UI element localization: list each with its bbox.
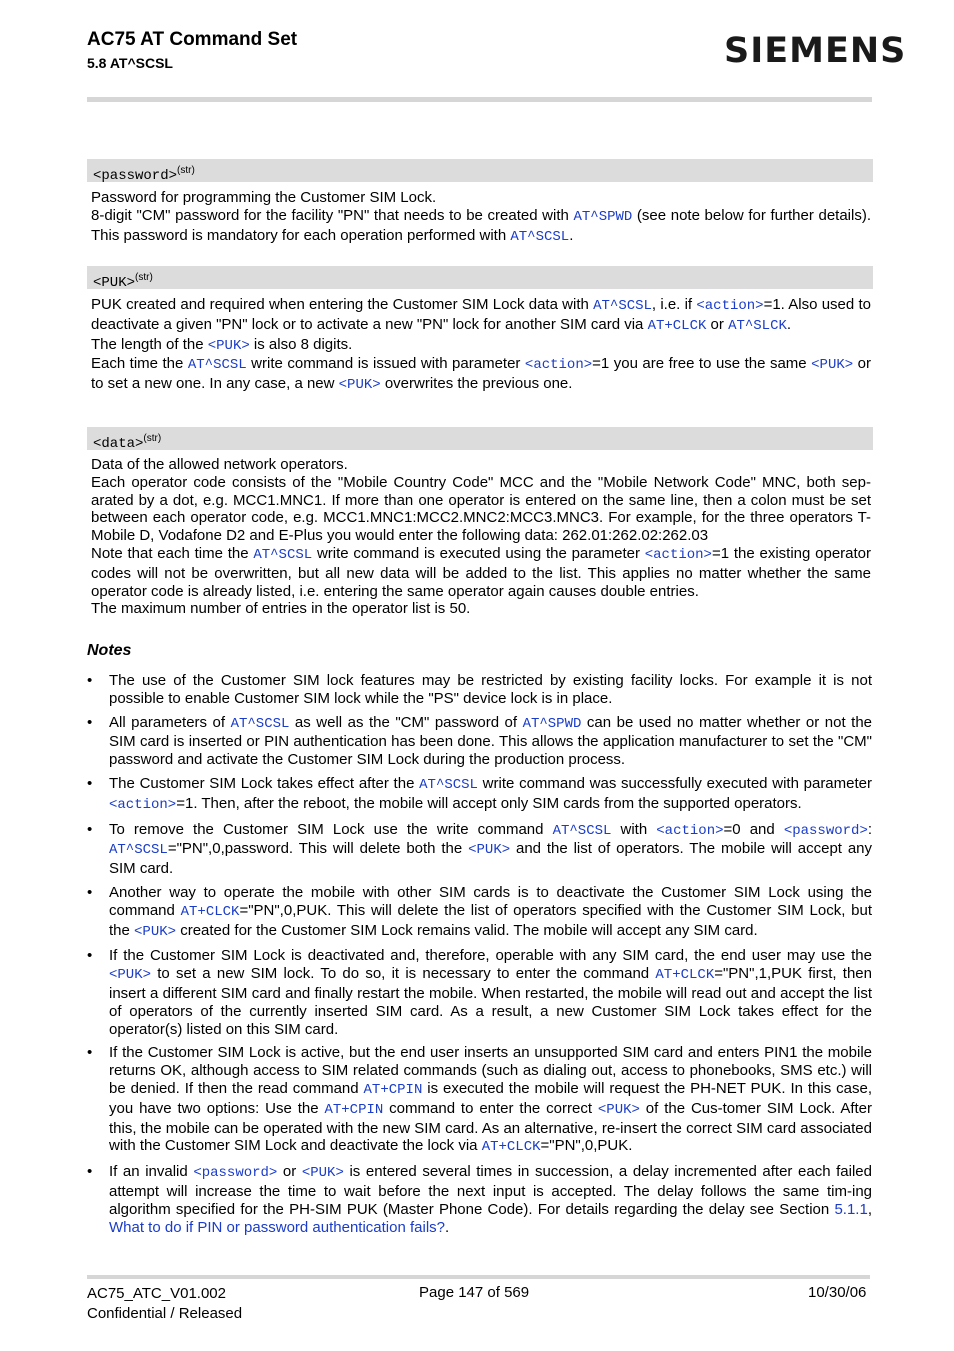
- command-link[interactable]: <action>: [656, 822, 724, 839]
- footer-date: 10/30/06: [808, 1284, 867, 1301]
- text-run: The length of the: [91, 335, 208, 353]
- command-link[interactable]: AT+CPIN: [363, 1081, 423, 1098]
- command-link[interactable]: <PUK>: [338, 377, 381, 394]
- text-run: , i.e. if: [651, 296, 697, 313]
- text-run: All parameters of: [109, 713, 231, 731]
- bullet-icon: •: [87, 1163, 93, 1181]
- text-run: can be used no matter whether or not the SIM card is inserted or PIN authentication has been done. This allows the application manufacturer to set the "CM" password and activate the Customer SIM Lock during the production process.: [109, 713, 873, 769]
- text-run: The Customer SIM Lock takes effect after the: [109, 774, 420, 792]
- document-title: AC75 AT Command Set: [87, 29, 298, 50]
- footer-left: [87, 1284, 242, 1324]
- command-link[interactable]: AT^SCSL: [419, 776, 478, 793]
- text-run: PUK created and required when entering the Customer SIM Lock data with: [91, 296, 594, 313]
- text-run: ="PN",0,PUK. This will delete the list of operators specified with the Customer SIM Lock, but the: [109, 901, 872, 939]
- text-run: of the Cus-tomer SIM Lock. After this, the mobile can be operated with the new SIM card. As an alternative, re-insert the correct SIM card associated with the Customer SIM Lock and deactivate the lock via: [109, 1099, 872, 1155]
- note-item: [87, 714, 872, 769]
- text-run: to set a new SIM lock. To do so, it is necessary to enter the command: [151, 965, 656, 983]
- text-run: is entered several times in succession, a delay incremented after each failed attempt will increase the time to wait before the next input is accepted. The delay follows the same tim-ing algorithm specified for the PH-SIM PUK (Master Phone Code). For details regarding the delay see Section: [109, 1163, 872, 1218]
- text-run: Note that each time the: [91, 544, 254, 562]
- command-link[interactable]: <password>: [783, 822, 868, 839]
- paragraph-line: [91, 545, 871, 600]
- text-run: If the Customer SIM Lock is deactivated and, therefore, operable with any SIM card, the end user may use the: [109, 947, 872, 965]
- text-run: Password for programming the Customer SIM Lock.: [91, 189, 437, 206]
- text-run: ="PN",0,PUK.: [540, 1137, 633, 1155]
- note-item: [87, 947, 872, 1038]
- command-link[interactable]: <PUK>: [597, 1101, 640, 1118]
- notes-list: [87, 672, 872, 1242]
- bullet-icon: •: [87, 672, 93, 689]
- note-item: [87, 672, 872, 708]
- paragraph-line: [91, 600, 871, 618]
- param-header-data: <data>$^{(str)}$: [87, 427, 873, 450]
- command-link[interactable]: <PUK>: [468, 842, 511, 859]
- bullet-icon: •: [87, 1044, 93, 1062]
- text-run: =0 and: [723, 820, 784, 838]
- command-link[interactable]: <PUK>: [207, 337, 250, 354]
- command-link[interactable]: AT+CLCK: [655, 967, 715, 984]
- text-run: write command is executed using the parameter: [312, 544, 645, 562]
- text-run: =1. Then, after the reboot, the mobile will accept only SIM cards from the supported operators.: [176, 794, 802, 812]
- text-run: created for the Customer SIM Lock remains valid. The mobile will accept any SIM card.: [176, 921, 758, 939]
- note-item: [87, 775, 872, 815]
- paragraph-line: [91, 474, 871, 545]
- footer-divider: [87, 1275, 870, 1279]
- param-header-password: <password>$^{(str)}$: [87, 159, 873, 182]
- command-link[interactable]: <password>: [193, 1165, 278, 1182]
- paragraph-line: [91, 355, 871, 395]
- text-run: or to set a new one. In any case, a new: [91, 355, 871, 393]
- command-link[interactable]: AT^SCSL: [552, 822, 612, 839]
- footer-page-number: Page 147 of 569: [419, 1284, 530, 1301]
- text-run: If the Customer SIM Lock is active, but the end user inserts an unsupported SIM card and enters PIN1 the mobile returns OK, although access to SIM related commands (such as dialing out, access to phonebooks, SMS etc.) will be denied. If then the read command: [109, 1044, 872, 1097]
- bullet-icon: •: [87, 713, 93, 731]
- param-desc-puk: [91, 296, 871, 395]
- text-run: is also 8 digits.: [249, 335, 353, 353]
- text-run: 8-digit "CM" password for the facility "PN" that needs to be created with: [91, 206, 574, 224]
- text-run: Data of the allowed network operators.: [91, 456, 348, 473]
- section-link[interactable]: What to do if PIN or password authentication fails?: [109, 1218, 446, 1236]
- text-run: If an invalid: [109, 1163, 194, 1181]
- text-run: :: [867, 820, 873, 838]
- text-run: ="PN",1,PUK first, then insert a different SIM card and finally restart the mobile. When restarted, the mobile will read out and accept the list of operators of the currently inserted SIM card. As a result, a new Customer SIM Lock takes effect for the operator(s) listed on this SIM card.: [109, 965, 872, 1038]
- text-run: .: [786, 315, 792, 333]
- notes-heading: Notes: [87, 642, 132, 659]
- paragraph-line: [91, 456, 871, 474]
- text-run: and the list of operators. The mobile will accept any SIM card.: [109, 840, 873, 878]
- text-run: Each time the: [91, 355, 188, 373]
- siemens-logo: SIEMENS: [724, 31, 907, 71]
- paragraph-line: [91, 207, 871, 247]
- command-link[interactable]: AT^SCSL: [109, 842, 168, 859]
- text-run: or: [277, 1163, 302, 1181]
- paragraph-line: [91, 296, 871, 336]
- section-link[interactable]: 5.1.1: [834, 1200, 868, 1218]
- text-run: Another way to operate the mobile with other SIM cards is to deactivate the Customer SIM Lock using the command: [109, 883, 872, 919]
- text-run: Each operator code consists of the "Mobile Country Code" MCC and the "Mobile Network Code" MNC, both sep-arated by a dot, e.g. MCC1.MNC1. If more than one operator is entered on the same line, then a colon must be set between each operator code, e.g. MCC1.MNC1:MCC2.MNC2:MCC3.MNC3. For example, for the three operators T-Mobile D, Vodafone D2 and E-Plus you would enter the following data: 262.01:262.02:262.03: [91, 473, 871, 545]
- command-link[interactable]: AT^SCSL: [593, 298, 652, 314]
- bullet-icon: •: [87, 947, 93, 965]
- command-link[interactable]: AT^SCSL: [187, 357, 247, 374]
- text-run: =1 the existing operator codes will not be overwritten, but all new data will be added to the list. This applies no matter whether the same operator code is already listed, i.e. entering the same operator again causes double entries.: [91, 544, 872, 600]
- paragraph-line: [91, 189, 871, 207]
- text-run: is executed the mobile will request the PH-NET PUK. In this case, you have two options: Use the: [109, 1079, 872, 1117]
- command-link[interactable]: AT^SPWD: [522, 715, 582, 732]
- command-link[interactable]: AT^SPWD: [573, 208, 633, 225]
- command-link[interactable]: AT^SLCK: [728, 317, 787, 334]
- command-link[interactable]: AT+CLCK: [180, 903, 240, 920]
- text-run: command to enter the correct: [383, 1099, 598, 1117]
- text-run: with: [611, 820, 657, 838]
- command-link[interactable]: <PUK>: [134, 923, 177, 940]
- paragraph-line: [91, 336, 871, 356]
- text-run: The use of the Customer SIM lock features may be restricted by existing facility locks. For example it is not possible to enable Customer SIM lock while the "PS" device lock is in place.: [109, 672, 872, 707]
- text-run: overwrites the previous one.: [380, 375, 573, 393]
- param-desc-password: [91, 189, 871, 246]
- command-link[interactable]: <action>: [109, 796, 177, 813]
- footer-doc-id: AC75_ATC_V01.002: [87, 1285, 226, 1302]
- command-link[interactable]: <action>: [524, 357, 593, 374]
- text-run: (see note below for further details). This password is mandatory for each operation performed with: [91, 206, 871, 244]
- command-link[interactable]: AT+CPIN: [324, 1101, 384, 1118]
- command-link[interactable]: <action>: [696, 298, 764, 314]
- note-item: [87, 884, 872, 941]
- text-run: .: [445, 1218, 450, 1236]
- command-link[interactable]: AT^SCSL: [230, 715, 290, 732]
- note-item: [87, 1163, 872, 1236]
- bullet-icon: •: [87, 820, 93, 838]
- text-run: ,: [867, 1200, 872, 1218]
- command-link[interactable]: <PUK>: [109, 967, 152, 984]
- bullet-icon: •: [87, 774, 93, 792]
- text-run: write command was successfully executed with parameter: [477, 774, 872, 792]
- note-item: [87, 1044, 872, 1157]
- command-link[interactable]: AT+CLCK: [481, 1139, 541, 1156]
- command-link[interactable]: <action>: [644, 546, 712, 563]
- command-link[interactable]: AT^SCSL: [253, 546, 313, 563]
- command-link[interactable]: <PUK>: [811, 357, 854, 374]
- footer-status: Confidential / Released: [87, 1305, 243, 1322]
- text-run: write command is issued with parameter: [246, 355, 525, 373]
- text-run: ="PN",0,password. This will delete both the: [167, 840, 469, 858]
- note-item: [87, 821, 872, 878]
- text-run: =1. Also used to deactivate a given "PN" lock or to activate a new "PN" lock for another SIM card via: [91, 296, 871, 333]
- text-run: =1 you are free to use the same: [592, 355, 812, 373]
- command-link[interactable]: AT+CLCK: [647, 317, 707, 334]
- param-header-puk: <PUK>$^{(str)}$: [87, 266, 873, 289]
- header-divider: [87, 97, 872, 102]
- text-run: .: [569, 226, 574, 244]
- text-run: or: [706, 315, 729, 333]
- text-run: The maximum number of entries in the operator list is 50.: [91, 600, 471, 618]
- text-run: as well as the "CM" password of: [289, 713, 523, 731]
- bullet-icon: •: [87, 883, 93, 901]
- command-link[interactable]: AT^SCSL: [510, 228, 570, 245]
- command-link[interactable]: <PUK>: [301, 1165, 344, 1182]
- text-run: To remove the Customer SIM Lock use the write command: [109, 820, 553, 838]
- section-title: 5.8 AT^SCSL: [87, 55, 173, 71]
- param-desc-data: [91, 456, 871, 618]
